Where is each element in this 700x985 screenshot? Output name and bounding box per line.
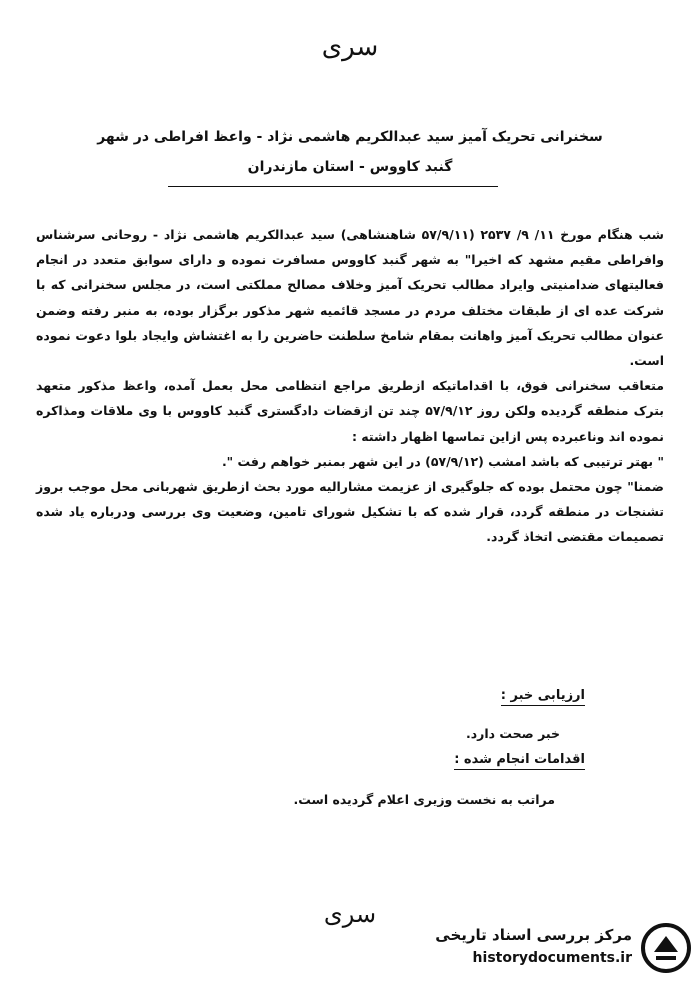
body-paragraph-1: شب هنگام مورخ ۱۱/ ۹/ ۲۵۳۷ (۵۷/۹/۱۱ شاهنشاهی) سید عبدالکریم هاشمی نژاد - روحانی سرشناس وافراطی مقیم مشهد که اخیرا" به شهر گنبد کاووس مسافرت نموده و دارای سوابق متعدد در انجام فعالیتهای ضدامنیتی وایراد مطالب تحریک آمیز وخلاف مصالح مملکتی است، در مجلس سخنرانی که با شرکت عده ای از طبقات مختلف مردم در مسجد قائمیه شهر مذکور برگزار بوده، به منبر رفته وضمن عنوان مطالب تحریک آمیز واهانت بمقام شامخ سلطنت حاضرین را به اغتشاش وایجاد بلوا دعوت نموده است.: [36, 227, 664, 369]
body-paragraph-2: متعاقب سخنرانی فوق، با اقداماتیکه ازطریق مراجع انتظامی محل بعمل آمده، واعظ مذکور متعهد بترک منطقه گردیده ولکن روز ۵۷/۹/۱۲ چند تن ازقضات دادگستری گنبد کاووس با وی ملاقات ومذاکره نموده اند وناعبرده پس ازاین تماسها اظهار داشته :: [36, 378, 665, 444]
watermark-url: historydocuments.ir: [472, 950, 632, 966]
evaluation-text: خبر صحت دارد.: [466, 726, 560, 741]
actions-text: مراتب به نخست وزیری اعلام گردیده است.: [293, 792, 555, 807]
watermark-logo: [418, 920, 694, 976]
title-underline: [168, 186, 498, 187]
archive-seal-icon: [640, 922, 692, 974]
evaluation-label: ارزیابی خبر :: [501, 688, 585, 706]
classification-header: سری: [321, 32, 379, 62]
body-quote: " بهتر ترتیبی که باشد امشب (۵۷/۹/۱۲) در این شهر بمنبر خواهم رفت ".: [221, 453, 664, 469]
watermark-name: مرکز بررسی اسناد تاریخی: [435, 926, 632, 944]
classification-footer: سری: [323, 900, 377, 928]
document-title-line-2: گنبد کاووس - استان مازندران: [247, 159, 453, 175]
actions-label: اقدامات انجام شده :: [454, 752, 585, 770]
body-paragraph-3: ضمنا" چون محتمل بوده که جلوگیری از عزیمت مشارالیه مورد بحث ازطریق شهربانی محل موجب بروز تشنجات در منطقه گردد، قرار شده که با تشکیل شورای تامین، وضعیت وی بررسی ودرباره یاد شده تصمیمات مقتضی اتخاذ گردد.: [36, 479, 664, 545]
document-body: [36, 222, 664, 550]
document-title-line-1: سخنرانی تحریک آمیز سید عبدالکریم هاشمی نژاد - واعظ افراطی در شهر: [97, 129, 603, 145]
